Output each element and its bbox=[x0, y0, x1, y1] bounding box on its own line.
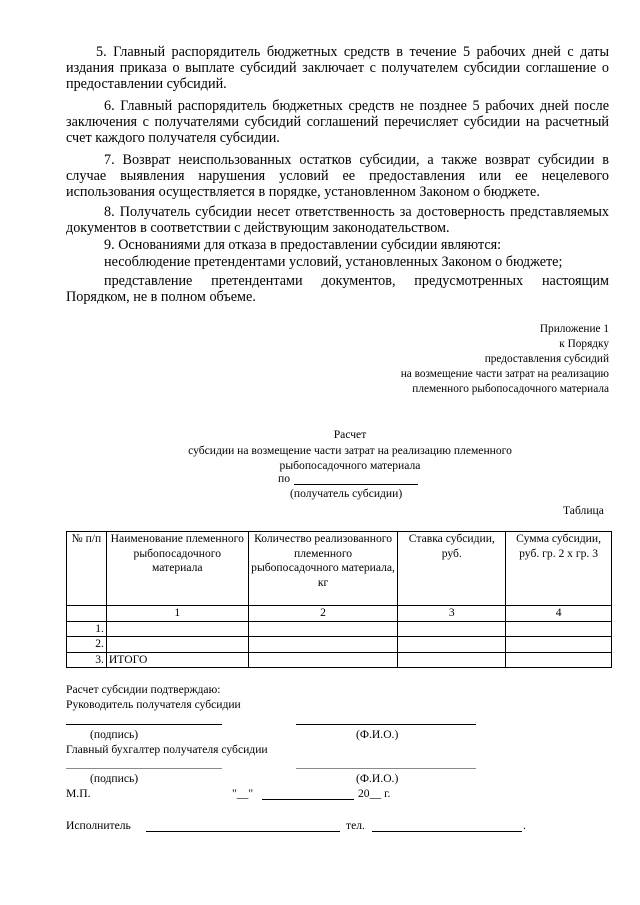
accountant-fio-line bbox=[296, 768, 476, 769]
table-label: Таблица bbox=[563, 504, 604, 517]
recipient-prefix: по bbox=[278, 472, 291, 485]
date-month-line bbox=[262, 799, 354, 800]
table-column-numbers bbox=[67, 606, 612, 622]
table-cell bbox=[248, 652, 398, 668]
paragraph-8: 8. Получатель субсидии несет ответственность за достоверность представляемых документов в соответствии с действующим законодательством. bbox=[66, 204, 609, 237]
appendix-line-3: предоставления субсидий bbox=[484, 353, 609, 365]
paragraph-9: 9. Основаниями для отказа в предоставлении субсидии являются: bbox=[104, 237, 502, 253]
phone-line bbox=[372, 831, 522, 832]
table-cell bbox=[506, 621, 612, 637]
table-row bbox=[67, 621, 612, 637]
table-cell bbox=[506, 637, 612, 653]
phone-end: . bbox=[523, 819, 526, 832]
appendix-line-1: Приложение 1 bbox=[539, 323, 609, 335]
date-day: "__" bbox=[232, 787, 254, 800]
table-cell bbox=[398, 652, 506, 668]
phone-label: тел. bbox=[346, 819, 365, 832]
column-number: 4 bbox=[506, 606, 612, 622]
table-cell bbox=[106, 637, 248, 653]
accountant-label: Главный бухгалтер получателя субсидии bbox=[66, 743, 268, 756]
paragraph-5: 5. Главный распорядитель бюджетных средств в течение 5 рабочих дней с даты издания приказа о выплате субсидий заключает с получателем субсидии соглашение о предоставлении субсидий. bbox=[66, 44, 609, 93]
row-number: 2. bbox=[67, 637, 107, 653]
appendix-line-2: к Порядку bbox=[559, 338, 609, 350]
paragraph-7: 7. Возврат неиспользованных остатков субсидии, а также возврат субсидии в случае выявления нарушения условий ее предоставления или ее нецелевого использования осуществляется в порядке, установленном Законом о бюджете. bbox=[66, 152, 609, 201]
appendix-line-5: племенного рыбопосадочного материала bbox=[412, 383, 609, 395]
header-num: № п/п bbox=[67, 532, 107, 606]
calc-title: Расчет bbox=[333, 428, 367, 441]
table-cell bbox=[506, 652, 612, 668]
table-cell bbox=[248, 621, 398, 637]
paragraph-9-item-1: несоблюдение претендентами условий, установленных Законом о бюджете; bbox=[104, 254, 563, 270]
head-sign-caption: (подпись) bbox=[90, 728, 139, 741]
recipient-caption: (получатель субсидии) bbox=[290, 487, 403, 500]
table-cell bbox=[248, 637, 398, 653]
calc-subtitle: субсидии на возмещение части затрат на реализацию племенного bbox=[188, 443, 512, 457]
row-number: 1. bbox=[67, 621, 107, 637]
column-number: 1 bbox=[106, 606, 248, 622]
row-number: 3. bbox=[67, 652, 107, 668]
header-sum: Сумма субсидии, руб. гр. 2 х гр. 3 bbox=[506, 532, 612, 606]
calc-title-block bbox=[150, 427, 550, 474]
accountant-sign-caption: (подпись) bbox=[90, 772, 139, 785]
total-label: ИТОГО bbox=[106, 652, 248, 668]
stamp-label: М.П. bbox=[66, 787, 91, 800]
executor-line bbox=[146, 831, 340, 832]
recipient-blank-line bbox=[294, 484, 418, 485]
header-name: Наименование племенного рыбопосадочного материала bbox=[106, 532, 248, 606]
confirm-label: Расчет субсидии подтверждаю: bbox=[66, 683, 221, 696]
table-cell bbox=[398, 637, 506, 653]
table-cell bbox=[398, 621, 506, 637]
column-number: 3 bbox=[398, 606, 506, 622]
accountant-signature-line bbox=[66, 768, 222, 769]
table-header-row bbox=[67, 532, 612, 606]
header-rate: Ставка субсидии, руб. bbox=[398, 532, 506, 606]
paragraph-9-item-2: представление претендентами документов, предусмотренных настоящим Порядком, не в полном объеме. bbox=[66, 273, 609, 306]
column-number: 2 bbox=[248, 606, 398, 622]
accountant-fio-caption: (Ф.И.О.) bbox=[356, 772, 399, 785]
appendix-line-4: на возмещение части затрат на реализацию bbox=[400, 368, 609, 380]
appendix-header bbox=[289, 322, 609, 397]
table-row-total bbox=[67, 652, 612, 668]
table-row bbox=[67, 637, 612, 653]
date-year: 20__ г. bbox=[358, 787, 391, 800]
head-fio-line bbox=[296, 724, 476, 725]
table-cell bbox=[106, 621, 248, 637]
executor-label: Исполнитель bbox=[66, 819, 131, 832]
head-signature-line bbox=[66, 724, 222, 725]
paragraph-6: 6. Главный распорядитель бюджетных средств не позднее 5 рабочих дней после заключения с получателями субсидий соглашений перечисляет субсидии на расчетный счет каждого получателя субсидии. bbox=[66, 98, 609, 147]
table-cell bbox=[67, 606, 107, 622]
calc-subtitle-2: рыбопосадочного материала bbox=[279, 459, 421, 472]
header-quantity: Количество реализованного племенного рыбопосадочного материала, кг bbox=[248, 532, 398, 606]
head-fio-caption: (Ф.И.О.) bbox=[356, 728, 399, 741]
calc-table bbox=[66, 531, 612, 668]
head-label: Руководитель получателя субсидии bbox=[66, 698, 241, 711]
